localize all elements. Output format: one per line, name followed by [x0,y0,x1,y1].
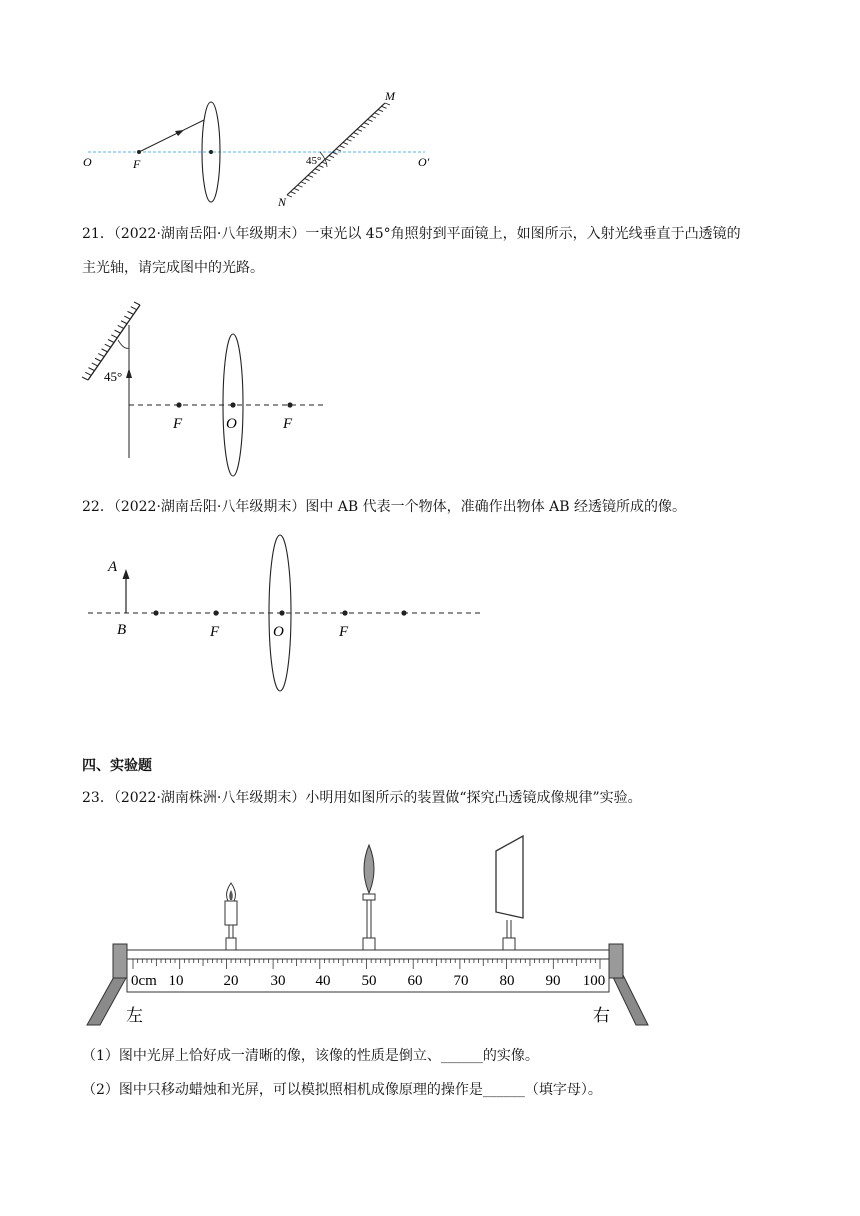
figure-lens-mirror [0,0,860,210]
label-left: 左 [126,1006,143,1025]
label-M: M [385,89,395,103]
label-B: B [117,622,127,638]
figure-22 [0,525,860,695]
label-F-left: F [173,416,183,432]
label-F: F [133,157,141,171]
tick-40: 40 [315,973,331,989]
lens-center-dot [230,402,235,407]
tick-50: 50 [361,973,377,989]
tick-80: 80 [499,973,515,989]
tick-100: 100 [582,973,606,989]
tick-30: 30 [270,973,286,989]
question-23-sub1: （1）图中光屏上恰好成一清晰的像，该像的性质是倒立、______的实像。 [82,1048,539,1064]
question-21 [82,220,782,282]
label-O: O [226,416,237,432]
right-end-block [609,944,623,978]
label-angle: 45° [306,155,322,167]
focus-dot-left [213,610,218,615]
question-21-line2: 主光轴，请完成图中的光路。 [82,260,264,276]
section-title: 四、实验题 [82,758,152,774]
object-arrow [123,569,130,579]
lens-holder [363,845,375,950]
mirror-hatching [287,103,390,197]
focus-dot-left [176,402,181,407]
question-23: 23．（2022·湖南株洲·八年级期末）小明用如图所示的装置做“探究凸透镜成像规律”实验。 [82,790,642,806]
lens-center-dot [209,150,213,154]
angle-arc [118,340,129,348]
label-O: O [83,155,92,169]
tick-20: 20 [223,973,239,989]
ray-arrow [126,368,132,378]
label-A: A [108,559,118,575]
left-leg [87,975,126,1025]
label-F-right: F [339,624,349,640]
left-end-block [113,944,127,978]
right-leg [612,975,648,1025]
question-22: 22．（2022·湖南岳阳·八年级期末）图中 AB 代表一个物体，准确作出物体 AB 经透镜所成的像。 [82,499,686,515]
light-screen [496,836,523,950]
lens-center-dot [279,610,284,615]
label-O: O [273,624,284,640]
focus-dot-right [342,610,347,615]
incident-ray [139,120,204,152]
focus-dot-right [287,402,292,407]
question-21-line1: 21．（2022·湖南岳阳·八年级期末）一束光以 45°角照射到平面镜上，如图所示，入射光线垂直于凸透镜的 [82,226,741,242]
tick-90: 90 [545,973,561,989]
ray-arrow [175,130,184,136]
tick-60: 60 [407,973,423,989]
label-right: 右 [593,1006,610,1025]
figure-21 [0,290,860,490]
label-angle: 45° [104,369,123,384]
label-F-right: F [283,416,293,432]
figure-optical-bench [0,820,860,1035]
tick-70: 70 [453,973,469,989]
rail-top [127,950,609,959]
candle [225,883,237,950]
tick-10: 10 [168,973,184,989]
dot-2f-right [401,610,406,615]
label-O-prime: O′ [418,155,430,169]
question-23-sub2: （2）图中只移动蜡烛和光屏，可以模拟照相机成像原理的操作是______（填字母）。 [82,1082,602,1098]
tick-0: 0cm [131,973,157,989]
label-F-left: F [210,624,220,640]
label-N: N [278,195,287,209]
dot-2f-left [153,610,158,615]
